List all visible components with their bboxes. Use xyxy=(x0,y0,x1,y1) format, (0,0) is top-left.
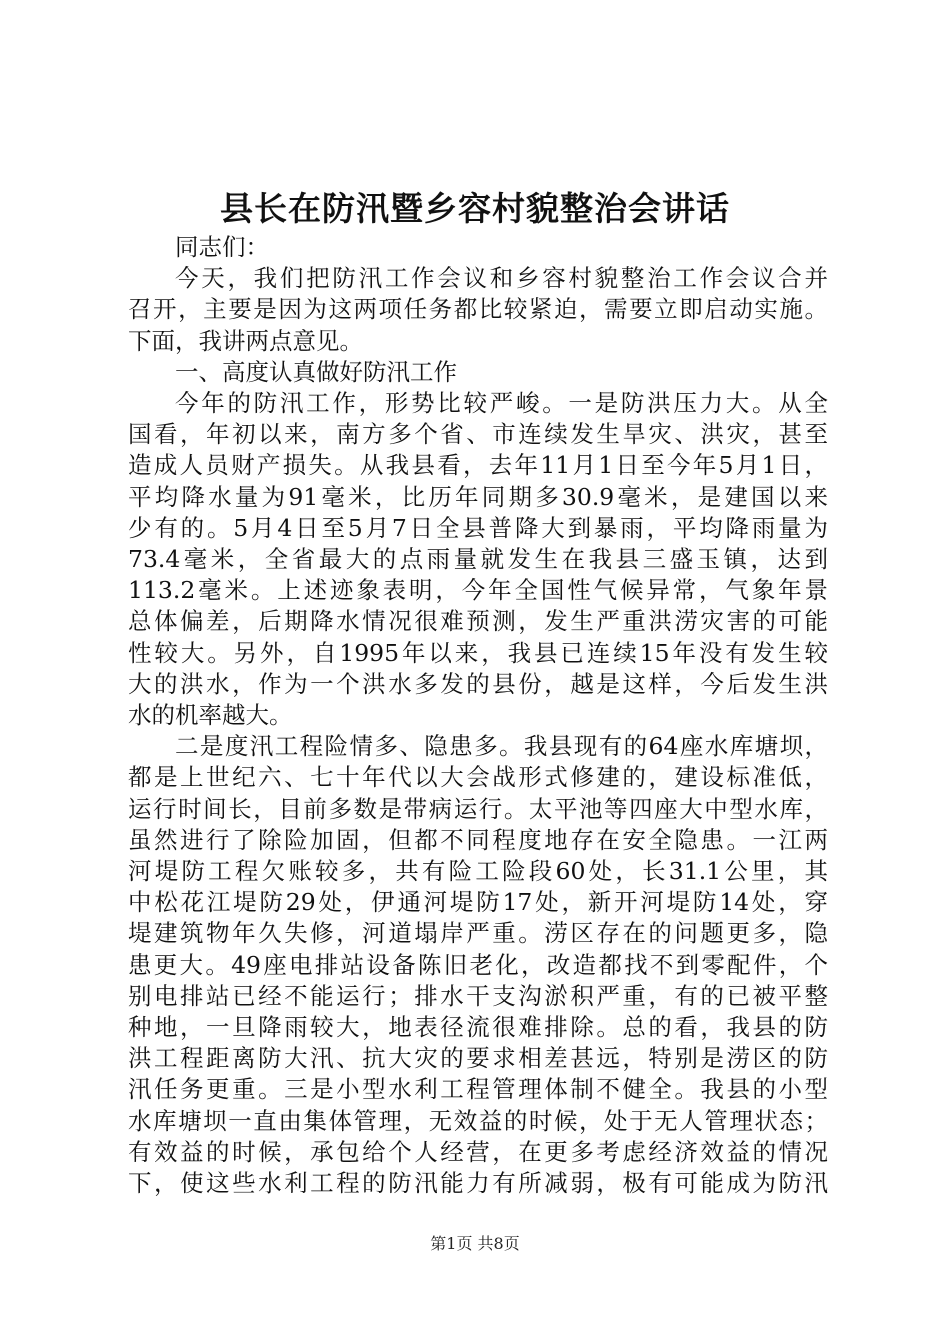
text-line: 水库塘坝一直由集体管理，无效益的时候，处于无人管理状态； xyxy=(128,1106,828,1135)
text-line: 河堤防工程欠账较多，共有险工险段60处，长31.1公里，其 xyxy=(128,857,828,886)
text-line: 平均降水量为91毫米，比历年同期多30.9毫米，是建国以来 xyxy=(128,482,828,511)
page-number: 第1页 共8页 xyxy=(430,1234,520,1253)
text-line: 造成人员财产损失。从我县看，去年11月1日至今年5月1日， xyxy=(128,451,828,480)
text-line: 种地，一旦降雨较大，地表径流很难排除。总的看，我县的防 xyxy=(128,1013,828,1042)
text-line: 召开，主要是因为这两项任务都比较紧迫，需要立即启动实施。 xyxy=(128,295,828,324)
text-line: 别电排站已经不能运行；排水干支沟淤积严重，有的已被平整 xyxy=(128,981,828,1010)
text-line: 下面，我讲两点意见。 xyxy=(128,326,363,355)
text-line: 大的洪水，作为一个洪水多发的县份，越是这样，今后发生洪 xyxy=(128,669,828,698)
text-line: 总体偏差，后期降水情况很难预测，发生严重洪涝灾害的可能 xyxy=(128,607,828,636)
text-line: 都是上世纪六、七十年代以大会战形式修建的，建设标准低， xyxy=(128,763,828,792)
text-line: 今天，我们把防汛工作会议和乡容村貌整治工作会议合并 xyxy=(175,264,828,293)
text-line: 水的机率越大。 xyxy=(128,701,293,730)
text-line: 113.2毫米。上述迹象表明，今年全国性气候异常，气象年景 xyxy=(128,576,828,605)
text-line: 运行时间长，目前多数是带病运行。太平池等四座大中型水库， xyxy=(128,794,828,823)
text-line: 同志们： xyxy=(175,233,269,261)
paragraph-flood-situation xyxy=(128,388,828,731)
text-line: 有效益的时候，承包给个人经营，在更多考虑经济效益的情况 xyxy=(128,1137,828,1166)
paragraph-intro xyxy=(128,263,828,357)
text-line: 汛任务更重。三是小型水利工程管理体制不健全。我县的小型 xyxy=(128,1075,828,1104)
text-line: 73.4毫米，全省最大的点雨量就发生在我县三盛玉镇，达到 xyxy=(128,545,828,574)
text-line: 性较大。另外，自1995年以来，我县已连续15年没有发生较 xyxy=(128,638,828,667)
text-line: 下，使这些水利工程的防汛能力有所减弱，极有可能成为防汛 xyxy=(128,1169,828,1198)
text-line: 中松花江堤防29处，伊通河堤防17处，新开河堤防14处，穿 xyxy=(128,888,828,917)
text-line: 洪工程距离防大汛、抗大灾的要求相差甚远，特别是涝区的防 xyxy=(128,1044,828,1073)
text-line: 堤建筑物年久失修，河道塌岸严重。涝区存在的问题更多，隐 xyxy=(128,919,828,948)
document-body xyxy=(128,232,828,1199)
section-heading-1 xyxy=(128,357,828,388)
text-line: 今年的防汛工作，形势比较严峻。一是防洪压力大。从全 xyxy=(175,389,828,418)
paragraph-flood-hazards xyxy=(128,731,828,1199)
paragraph-greeting xyxy=(128,232,828,263)
text-line: 少有的。5月4日至5月7日全县普降大到暴雨，平均降雨量为 xyxy=(128,513,828,542)
text-line: 患更大。49座电排站设备陈旧老化，改造都找不到零配件，个 xyxy=(128,950,828,979)
document-title: 县长在防汛暨乡容村貌整治会讲话 xyxy=(220,189,730,228)
text-line: 国看，年初以来，南方多个省、市连续发生旱灾、洪灾，甚至 xyxy=(128,420,828,449)
text-line: 二是度汛工程险情多、隐患多。我县现有的64座水库塘坝， xyxy=(175,732,828,761)
section-heading: 一、高度认真做好防汛工作 xyxy=(175,357,457,386)
text-line: 虽然进行了除险加固，但都不同程度地存在安全隐患。一江两 xyxy=(128,825,828,854)
